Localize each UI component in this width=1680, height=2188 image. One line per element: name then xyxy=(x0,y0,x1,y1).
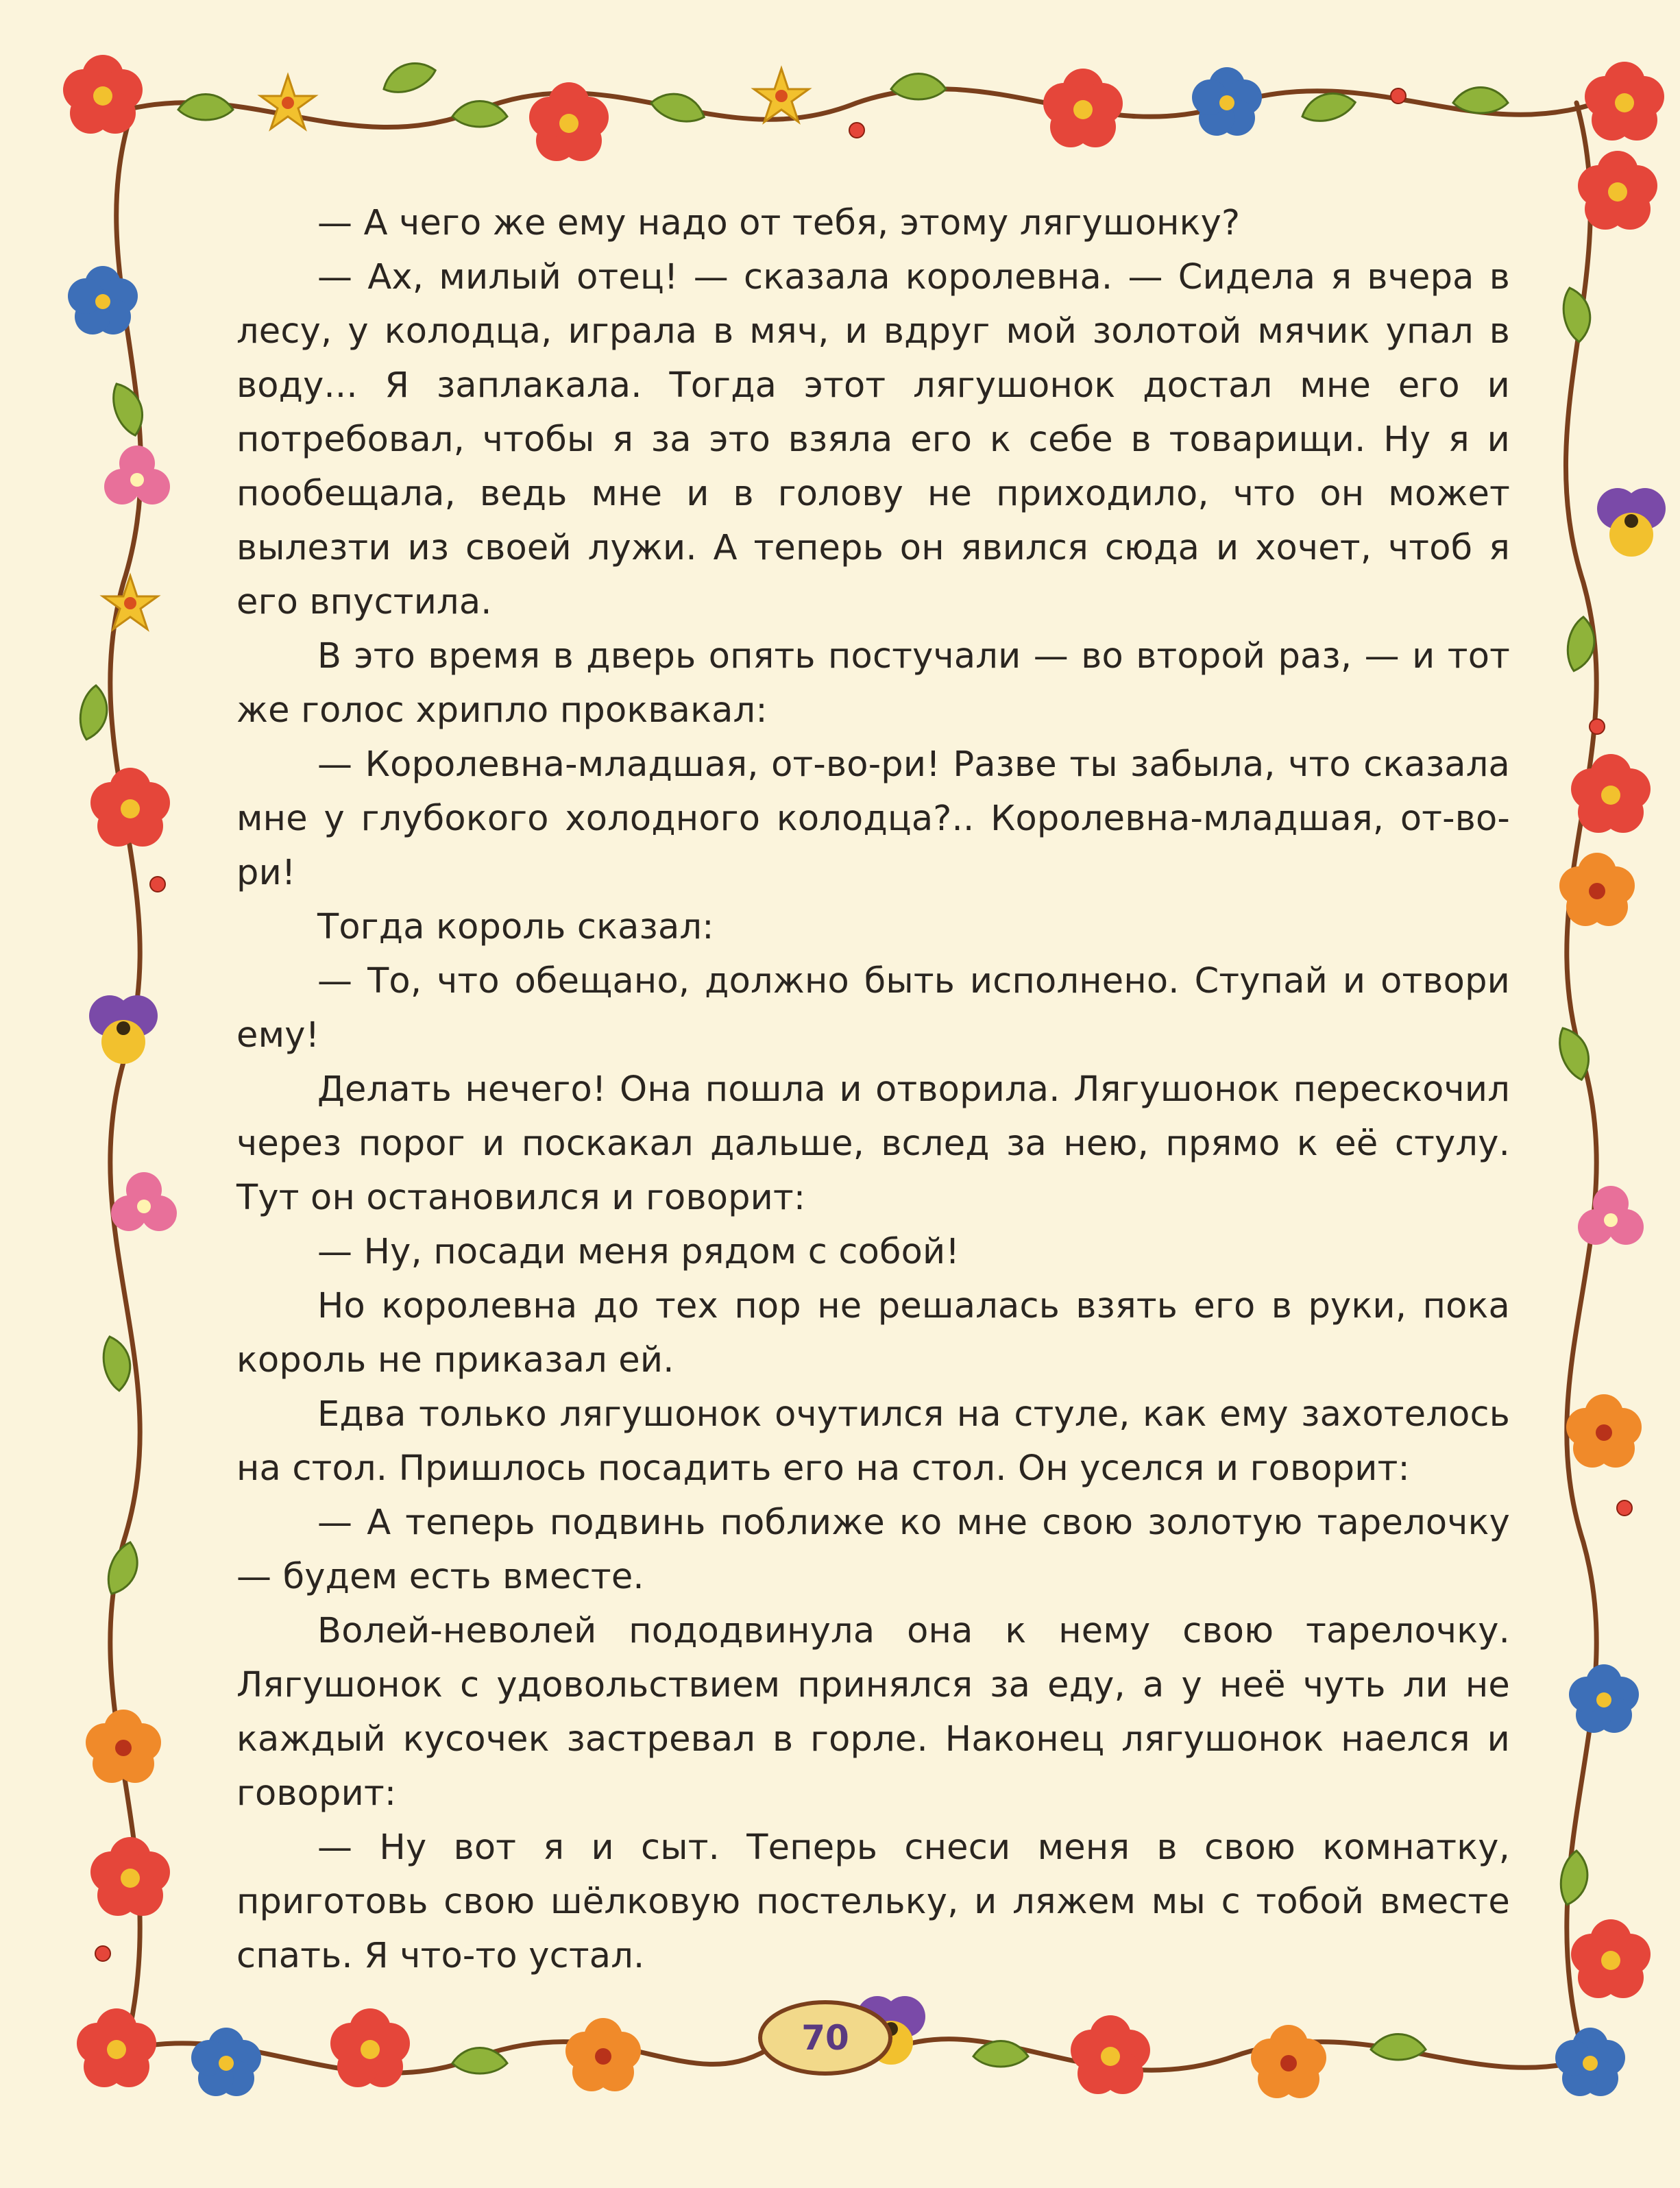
paragraph: — Ну вот я и сыт. Теперь снеси меня в свою комнатку, приготовь свою шёлковую постельку, и ляжем мы с тобой вместе спать. Я что-то устал. xyxy=(236,1827,1510,1976)
paragraph: Едва только лягушонок очутился на стуле, как ему захотелось на стол. Пришлось посадить его на стол. Он уселся и говорит: xyxy=(236,1394,1510,1489)
paragraph: — Королевна-младшая, от-во-ри! Разве ты забыла, что сказала мне у глубокого холодного колодца?.. Королевна-младшая, от-во-ри! xyxy=(236,744,1510,893)
paragraph: Волей-неволей пододвинула она к нему свою тарелочку. Лягушонок с удовольствием принялся за еду, а у неё чуть ли не каждый кусочек застревал в горле. Наконец лягушонок наелся и говорит: xyxy=(236,1611,1510,1814)
paragraph: Делать нечего! Она пошла и отворила. Лягушонок перескочил через порог и поскакал дальше, вслед за нею, прямо к её стулу. Тут он остановился и говорит: xyxy=(236,1069,1510,1218)
paragraph: — А чего же ему надо от тебя, этому лягушонку? xyxy=(317,203,1241,243)
paragraph: — А теперь подвинь поближе ко мне свою золотую тарелочку — будем есть вместе. xyxy=(236,1503,1510,1597)
paragraph: — Ах, милый отец! — сказала королевна. — Сидела я вчера в лесу, у колодца, играла в мяч, и вдруг мой золотой мячик упал в воду... Я заплакала. Тогда этот лягушонок достал мне его и потребовал, чтобы я за это взяла его к себе в товарищи. Ну я и пообещала, ведь мне и в голову не приходило, что он может вылезти из своей лужи. А теперь он явился сюда и хочет, чтоб я его впустила. xyxy=(236,257,1510,622)
paragraph: В это время в дверь опять постучали — во второй раз, — и тот же голос хрипло проквакал: xyxy=(236,636,1510,731)
paragraph: Тогда король сказал: xyxy=(317,907,714,947)
story-text xyxy=(236,196,1510,1983)
page-number: 70 xyxy=(801,2018,849,2058)
paragraph: — Ну, посади меня рядом с собой! xyxy=(317,1232,960,1272)
paragraph: — То, что обещано, должно быть исполнено. Ступай и отвори ему! xyxy=(236,961,1510,1056)
paragraph: Но королевна до тех пор не решалась взять его в руки, пока король не приказал ей. xyxy=(236,1286,1510,1381)
